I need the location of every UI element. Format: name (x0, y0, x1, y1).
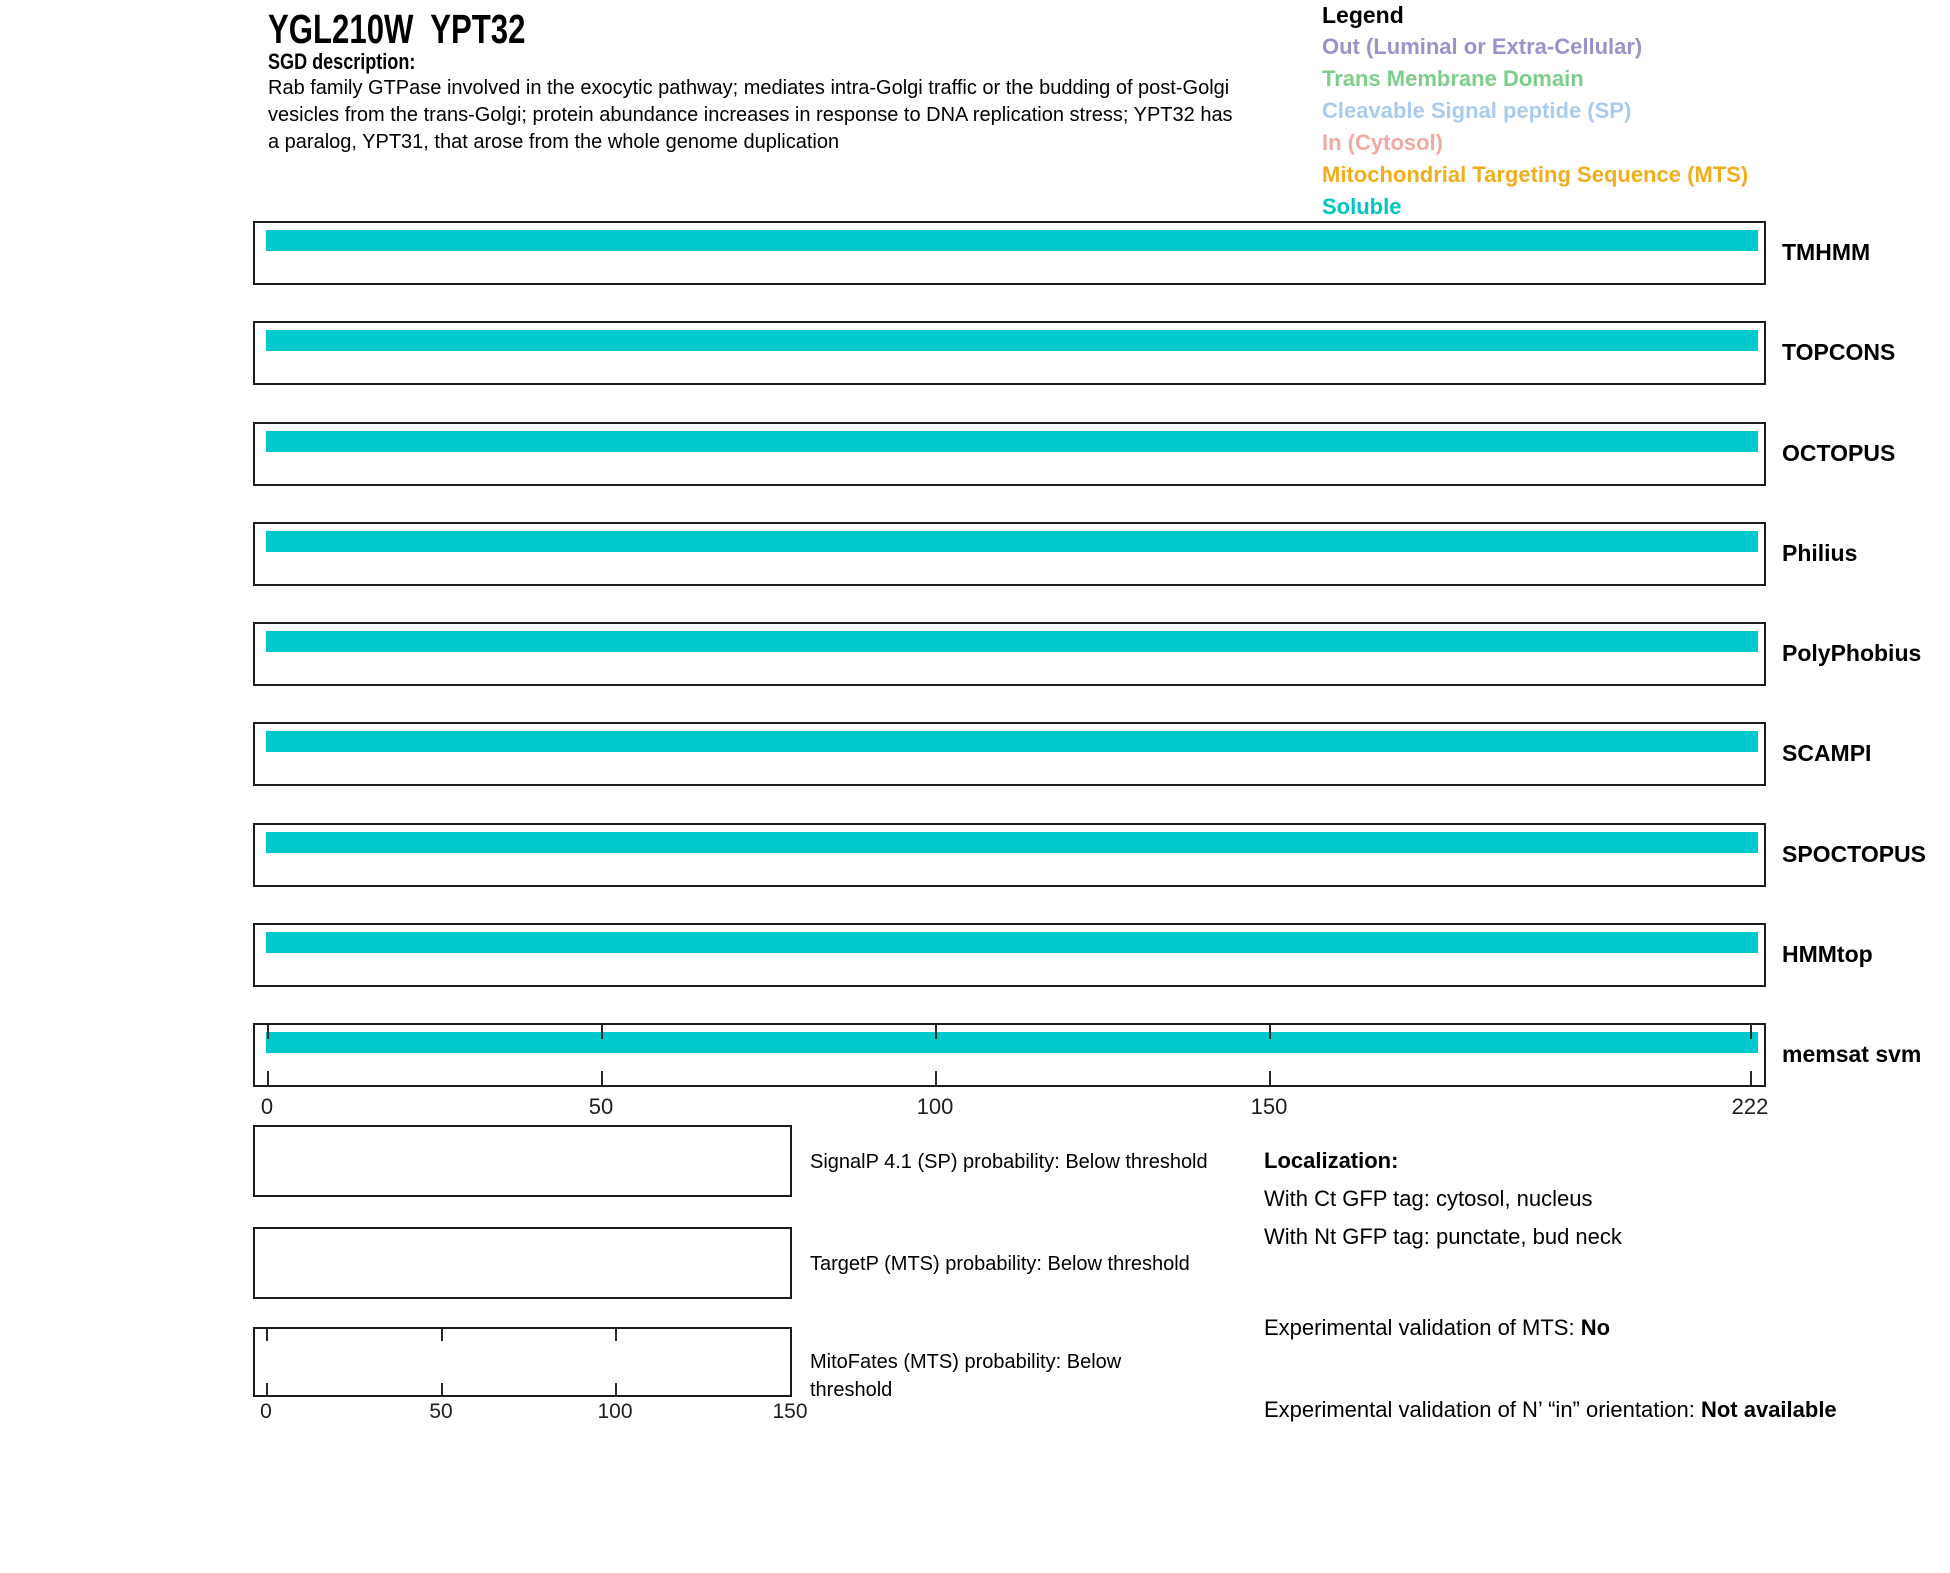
track-label: memsat svm (1782, 1041, 1922, 1067)
legend-item: In (Cytosol) (1322, 130, 1443, 155)
prediction-bar-soluble (266, 431, 1758, 452)
axis-tick-label: 0 (260, 1094, 274, 1119)
prediction-bar-soluble (266, 330, 1758, 351)
probability-axis-label: 100 (597, 1400, 633, 1423)
panel-tick-bottom (266, 1383, 268, 1395)
legend-item: Mitochondrial Targeting Sequence (MTS) (1322, 162, 1749, 187)
axis-tick-top (1750, 1025, 1752, 1039)
axis-tick-label: 222 (1731, 1094, 1769, 1119)
probability-panel-caption: TargetP (MTS) probability: Below threshold (810, 1253, 1190, 1275)
axis-tick-top (935, 1025, 937, 1039)
mts-validation-line (1264, 1313, 1610, 1343)
axis-tick-bottom (267, 1071, 269, 1085)
prediction-bar-soluble (266, 230, 1758, 251)
panel-tick-top (441, 1329, 443, 1341)
localization-heading: Localization: (1264, 1148, 1399, 1173)
track-label: TOPCONS (1782, 339, 1896, 365)
axis-tick-bottom (935, 1071, 937, 1085)
probability-panel-caption: MitoFates (MTS) probability: Below threshold (810, 1351, 1122, 1401)
track-label: SCAMPI (1782, 740, 1872, 766)
probability-panel-caption: SignalP 4.1 (SP) probability: Below threshold (810, 1151, 1208, 1173)
probability-axis-label: 50 (429, 1400, 453, 1423)
axis-tick-label: 100 (916, 1094, 954, 1119)
panel-tick-bottom (441, 1383, 443, 1395)
probability-axis-label: 150 (772, 1400, 808, 1423)
mts-validation-label: Experimental validation of MTS: (1264, 1315, 1581, 1340)
prediction-bar-soluble (266, 631, 1758, 652)
legend-title: Legend (1322, 2, 1404, 28)
prediction-bar-soluble (266, 932, 1758, 953)
legend-item: Trans Membrane Domain (1322, 66, 1584, 91)
axis-tick-top (601, 1025, 603, 1039)
axis-tick-top (267, 1025, 269, 1039)
probability-panel-box (253, 1327, 792, 1397)
sgd-description-line: Rab family GTPase involved in the exocytic pathway; mediates intra-Golgi traffic or the budding of post-Golgi (268, 77, 1230, 99)
legend-item: Out (Luminal or Extra-Cellular) (1322, 34, 1643, 59)
axis-tick-top (1269, 1025, 1271, 1039)
orientation-validation-label: Experimental validation of N’ “in” orientation: (1264, 1397, 1701, 1422)
localization-ct-gfp: With Ct GFP tag: cytosol, nucleus (1264, 1186, 1593, 1211)
track-label: Philius (1782, 540, 1858, 566)
probability-panel-box (253, 1227, 792, 1299)
sgd-description-label: SGD description: (268, 49, 416, 74)
axis-tick-bottom (1269, 1071, 1271, 1085)
sgd-description-line: vesicles from the trans-Golgi; protein abundance increases in response to DNA replication stress; YPT32 has (268, 104, 1233, 126)
prediction-bar-soluble (266, 731, 1758, 752)
track-label: SPOCTOPUS (1782, 841, 1926, 867)
track-label: PolyPhobius (1782, 640, 1922, 666)
panel-tick-top (266, 1329, 268, 1341)
orientation-validation-value: Not available (1700, 1397, 1837, 1422)
mts-validation-value: No (1580, 1315, 1611, 1340)
probability-panel-box (253, 1125, 792, 1197)
axis-tick-label: 150 (1250, 1094, 1288, 1119)
prediction-bar-soluble (266, 832, 1758, 853)
localization-nt-gfp: With Nt GFP tag: punctate, bud neck (1264, 1224, 1622, 1249)
track-label: OCTOPUS (1782, 440, 1896, 466)
track-label: HMMtop (1782, 941, 1873, 967)
prediction-bar-soluble (266, 1032, 1758, 1053)
legend-item: Cleavable Signal peptide (SP) (1322, 98, 1632, 123)
prediction-bar-soluble (266, 531, 1758, 552)
track-label: TMHMM (1782, 239, 1871, 265)
probability-axis-label: 0 (260, 1400, 272, 1423)
panel-tick-bottom (615, 1383, 617, 1395)
orientation-validation-line (1264, 1392, 1854, 1427)
page-title: YGL210W YPT32 (268, 6, 526, 52)
axis-tick-label: 50 (588, 1094, 614, 1119)
axis-tick-bottom (1750, 1071, 1752, 1085)
axis-tick-bottom (601, 1071, 603, 1085)
sgd-description-text (268, 75, 1233, 156)
sgd-description-line: a paralog, YPT31, that arose from the whole genome duplication (268, 131, 840, 153)
legend-item: Soluble (1322, 194, 1402, 219)
panel-tick-top (615, 1329, 617, 1341)
